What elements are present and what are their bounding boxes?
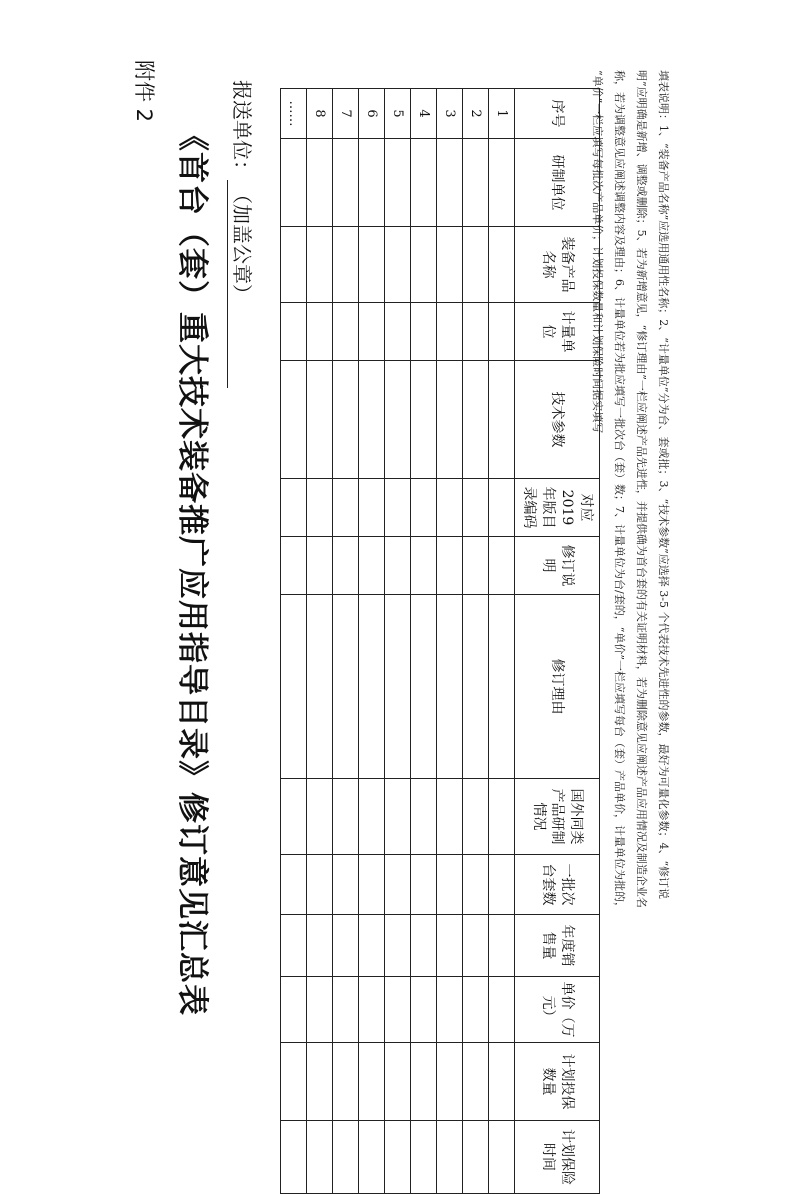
table-row [411, 89, 437, 1194]
page-title: 《首台（套）重大技术装备推广应用指导目录》修订意见汇总表 [174, 120, 210, 1016]
summary-table [280, 88, 600, 1194]
table-cell[interactable] [281, 915, 307, 977]
table-cell[interactable] [359, 595, 385, 779]
table-row [333, 89, 359, 1194]
attachment-label: 附件 2 [132, 60, 156, 123]
table-cell[interactable] [385, 537, 411, 595]
table-cell[interactable] [281, 855, 307, 915]
table-row [281, 89, 307, 1194]
table-cell[interactable] [463, 537, 489, 595]
header-cell: 修订理由 [515, 595, 600, 779]
table-cell[interactable] [307, 139, 333, 227]
table-cell[interactable] [307, 227, 333, 303]
header-cell: 对应2019年版目录编码 [515, 479, 600, 537]
table-cell[interactable] [437, 779, 463, 855]
table-cell[interactable] [437, 361, 463, 479]
table-cell[interactable] [359, 779, 385, 855]
table-cell[interactable] [333, 479, 359, 537]
table-cell[interactable] [307, 779, 333, 855]
table-cell[interactable] [385, 227, 411, 303]
header-cell: 年度销售量 [515, 915, 600, 977]
table-cell[interactable] [411, 1043, 437, 1121]
table-cell[interactable] [411, 361, 437, 479]
table-cell[interactable] [437, 915, 463, 977]
table-cell[interactable] [489, 1121, 515, 1194]
table-cell[interactable] [463, 977, 489, 1043]
table-cell[interactable] [385, 779, 411, 855]
table-cell[interactable] [463, 479, 489, 537]
table-cell[interactable] [463, 855, 489, 915]
table-cell[interactable] [385, 1043, 411, 1121]
row-number-cell: 4 [411, 89, 437, 139]
table-cell[interactable] [411, 595, 437, 779]
header-cell: 国外同类产品研制情况 [515, 779, 600, 855]
table-cell[interactable] [411, 139, 437, 227]
table-cell[interactable] [333, 537, 359, 595]
row-number-cell: 3 [437, 89, 463, 139]
table-cell[interactable] [463, 1043, 489, 1121]
table-cell[interactable] [307, 915, 333, 977]
row-number-cell: 1 [489, 89, 515, 139]
header-cell: 计量单位 [515, 303, 600, 361]
table-cell[interactable] [489, 1043, 515, 1121]
table-cell[interactable] [333, 977, 359, 1043]
table-cell[interactable] [307, 361, 333, 479]
fill-instructions [586, 70, 674, 1110]
row-number-cell: …… [281, 89, 307, 139]
table-row [463, 89, 489, 1194]
table-cell[interactable] [359, 1043, 385, 1121]
header-cell: 装备产品名称 [515, 227, 600, 303]
table-cell[interactable] [385, 855, 411, 915]
instruction-line: “单价”一栏应填写每批次产品单价；计划投保数量和计划保险时间据实填写 [591, 70, 604, 434]
table-cell[interactable] [333, 361, 359, 479]
instruction-line: 明”应明确是新增、调整或删除；5、若为新增意见，“修订理由”一栏应阐述产品先进性，并提供确为首台套的有关证明材料，若为删除意见应阐述产品应用情况及制造企业名 [635, 70, 648, 908]
table-cell[interactable] [359, 537, 385, 595]
table-cell[interactable] [437, 303, 463, 361]
table-cell[interactable] [281, 227, 307, 303]
table-cell[interactable] [489, 915, 515, 977]
table-cell[interactable] [307, 1043, 333, 1121]
sender-label: 报送单位： [230, 80, 254, 180]
table-cell[interactable] [489, 595, 515, 779]
table-cell[interactable] [411, 537, 437, 595]
table-cell[interactable] [463, 1121, 489, 1194]
sender-seal-field[interactable]: （加盖公章） [227, 180, 258, 388]
table-cell[interactable] [359, 361, 385, 479]
header-cell: 单价（万元） [515, 977, 600, 1043]
instruction-line: 填表说明：1、“装备产品名称”应选用通用性名称；2、“计量单位”分为台、套或批；3、“技术参数”应选择 3-5 个代表技术先进性的参数，最好为可量化参数；4、“修订说 [657, 70, 670, 900]
table-row [385, 89, 411, 1194]
table-body [281, 89, 515, 1194]
table-cell[interactable] [411, 855, 437, 915]
table-cell[interactable] [281, 595, 307, 779]
table-cell[interactable] [489, 303, 515, 361]
table-cell[interactable] [463, 303, 489, 361]
sender-line [227, 80, 258, 388]
row-number-cell: 7 [333, 89, 359, 139]
table-cell[interactable] [463, 361, 489, 479]
table-cell[interactable] [281, 1121, 307, 1194]
table-cell[interactable] [437, 479, 463, 537]
table-cell[interactable] [307, 537, 333, 595]
table-cell[interactable] [463, 227, 489, 303]
table-cell[interactable] [281, 479, 307, 537]
table-cell[interactable] [437, 855, 463, 915]
table-cell[interactable] [359, 1121, 385, 1194]
table-cell[interactable] [437, 1121, 463, 1194]
row-number-cell: 5 [385, 89, 411, 139]
table-cell[interactable] [307, 977, 333, 1043]
table-cell[interactable] [333, 1043, 359, 1121]
table-cell[interactable] [281, 779, 307, 855]
header-cell: 修订说明 [515, 537, 600, 595]
table-cell[interactable] [385, 139, 411, 227]
table-cell[interactable] [411, 227, 437, 303]
table-cell[interactable] [463, 915, 489, 977]
table-cell[interactable] [359, 227, 385, 303]
table-cell[interactable] [281, 1043, 307, 1121]
table-cell[interactable] [359, 915, 385, 977]
table-cell[interactable] [333, 779, 359, 855]
table-cell[interactable] [411, 915, 437, 977]
table-cell[interactable] [463, 779, 489, 855]
table-cell[interactable] [333, 303, 359, 361]
table-cell[interactable] [359, 139, 385, 227]
table-cell[interactable] [437, 977, 463, 1043]
table-cell[interactable] [359, 303, 385, 361]
row-number-cell: 8 [307, 89, 333, 139]
table-cell[interactable] [333, 139, 359, 227]
table-cell[interactable] [489, 977, 515, 1043]
table-row [489, 89, 515, 1194]
table-cell[interactable] [281, 977, 307, 1043]
header-cell: 研制单位 [515, 139, 600, 227]
table-cell[interactable] [463, 595, 489, 779]
instruction-line: 称，若为调整意见应阐述调整内容及理由；6、计量单位若为批应填写一批次台（套）数；7、计量单位为台/套的，“单价”一栏应填写每台（套）产品单价，计量单位为批的， [613, 70, 626, 913]
table-cell[interactable] [359, 977, 385, 1043]
table-cell[interactable] [281, 139, 307, 227]
table-cell[interactable] [307, 303, 333, 361]
table-cell[interactable] [333, 915, 359, 977]
table-cell[interactable] [307, 1121, 333, 1194]
table-row [437, 89, 463, 1194]
header-cell: 一批次台套数 [515, 855, 600, 915]
table-cell[interactable] [385, 479, 411, 537]
table-row [359, 89, 385, 1194]
header-cell: 计划保险时间 [515, 1121, 600, 1194]
table-cell[interactable] [463, 139, 489, 227]
table-cell[interactable] [385, 1121, 411, 1194]
table-cell[interactable] [437, 595, 463, 779]
header-cell: 技术参数 [515, 361, 600, 479]
table-cell[interactable] [411, 479, 437, 537]
table-cell[interactable] [489, 139, 515, 227]
table-cell[interactable] [489, 479, 515, 537]
table-cell[interactable] [385, 915, 411, 977]
header-cell: 序号 [515, 89, 600, 139]
row-number-cell: 6 [359, 89, 385, 139]
table-cell[interactable] [307, 595, 333, 779]
header-cell: 计划投保数量 [515, 1043, 600, 1121]
table-cell[interactable] [385, 361, 411, 479]
table-cell[interactable] [437, 1043, 463, 1121]
table-cell[interactable] [411, 977, 437, 1043]
table-cell[interactable] [307, 855, 333, 915]
table-cell[interactable] [385, 303, 411, 361]
table-cell[interactable] [411, 1121, 437, 1194]
table-cell[interactable] [411, 779, 437, 855]
table-cell[interactable] [489, 779, 515, 855]
table-cell[interactable] [281, 537, 307, 595]
table-cell[interactable] [281, 361, 307, 479]
row-number-cell: 2 [463, 89, 489, 139]
table-cell[interactable] [437, 227, 463, 303]
table-cell[interactable] [333, 855, 359, 915]
table-cell[interactable] [411, 303, 437, 361]
table-cell[interactable] [359, 479, 385, 537]
table-cell[interactable] [489, 537, 515, 595]
table-cell[interactable] [359, 855, 385, 915]
table-row [307, 89, 333, 1194]
table-cell[interactable] [489, 227, 515, 303]
table-cell[interactable] [437, 537, 463, 595]
table-cell[interactable] [489, 361, 515, 479]
table-cell[interactable] [489, 855, 515, 915]
table-cell[interactable] [333, 595, 359, 779]
table-cell[interactable] [307, 479, 333, 537]
table-cell[interactable] [385, 595, 411, 779]
table-cell[interactable] [281, 303, 307, 361]
table-cell[interactable] [333, 1121, 359, 1194]
table-cell[interactable] [385, 977, 411, 1043]
table-cell[interactable] [437, 139, 463, 227]
table-cell[interactable] [333, 227, 359, 303]
